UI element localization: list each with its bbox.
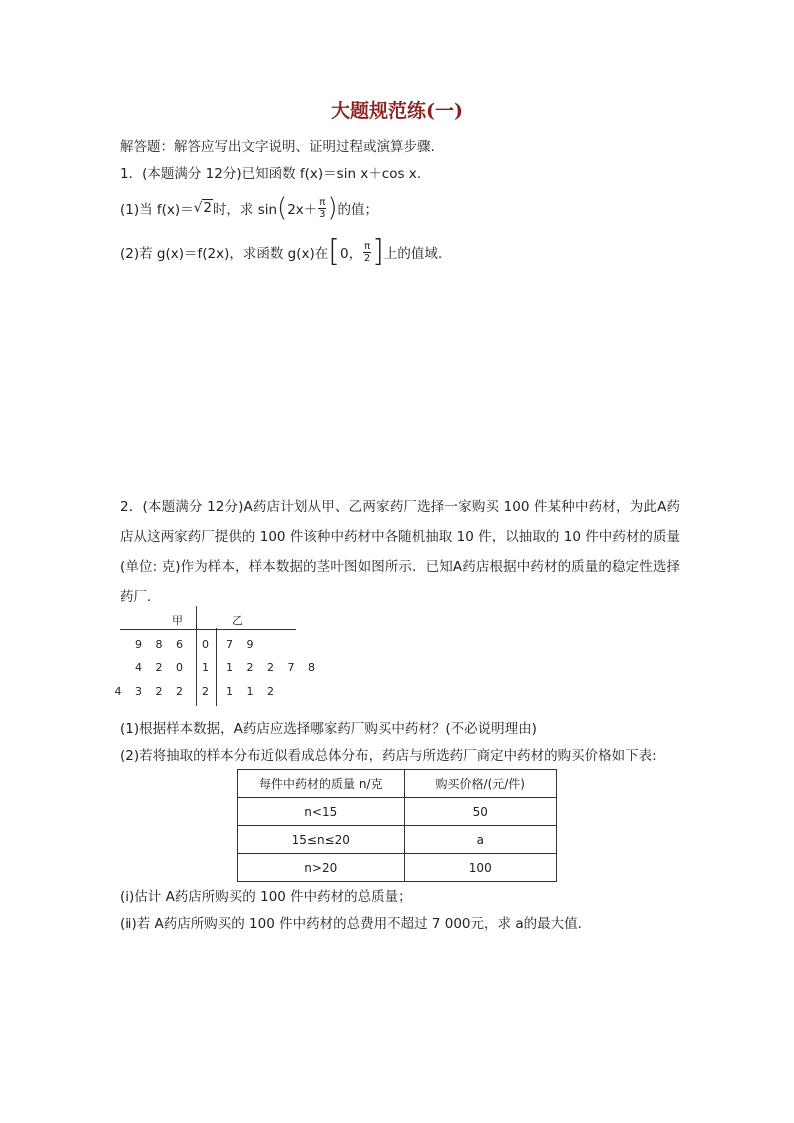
frac-denominator: 2 [363, 252, 371, 264]
table-cell: a [404, 826, 556, 854]
table-cell: n<15 [238, 798, 405, 826]
q1-part1-expr: 2x＋ [287, 202, 318, 218]
table-header-row [238, 770, 557, 798]
q1-part1-mid: 时，求 sin [212, 202, 278, 218]
q2-part1: (1)根据样本数据，A药店应选择哪家药厂购买中药材？(不必说明理由) [120, 721, 537, 737]
q1-stem: 1．(本题满分 12分)已知函数 f(x)＝sin x＋cos x. [120, 166, 422, 182]
stem-leaf-right-leaves: 7 9 [226, 638, 259, 651]
q1-part1 [120, 192, 378, 224]
stem-leaf-stem: 1 [202, 661, 209, 674]
stem-leaf-divider-horizontal [120, 629, 296, 630]
left-bracket: [ [328, 234, 340, 269]
stem-leaf-left-leaves: 4 3 2 2 [114, 685, 188, 698]
q2-sub-i: (ⅰ)估计 A药店所购买的 100 件中药材的总质量； [120, 889, 412, 905]
table-cell: 50 [404, 798, 556, 826]
q1-part2-prefix: (2)若 g(x)＝f(2x)，求函数 g(x)在 [120, 246, 329, 262]
stem-leaf-right-header: 乙 [232, 614, 243, 627]
q1-part1-sqrt-value: 2 [203, 200, 212, 216]
stem-leaf-row [114, 685, 296, 705]
fraction-pi-over-3 [318, 197, 326, 220]
sqrt-symbol: √2 [193, 200, 212, 216]
right-bracket: ] [372, 234, 384, 269]
q1-part2 [120, 236, 442, 268]
stem-leaf-stem: 2 [202, 685, 209, 698]
table-header-cell: 每件中药材的质量 n/克 [238, 770, 405, 798]
price-table [237, 769, 557, 882]
q1-part2-interval: 0， [339, 246, 363, 262]
stem-leaf-right-leaves: 1 2 2 7 8 [226, 661, 320, 674]
instruction-text: 解答题：解答应写出文字说明、证明过程或演算步骤. [120, 139, 435, 155]
q2-part2: (2)若将抽取的样本分布近似看成总体分布，药店与所选药厂商定中药材的购买价格如下表: [120, 748, 657, 764]
stem-leaf-plot [114, 606, 320, 706]
stem-leaf-left-leaves: 9 8 6 [135, 638, 188, 651]
frac-numerator: π [364, 240, 371, 252]
page-title: 大题规范练(一) [331, 100, 463, 122]
q1-part2-suffix: 上的值域. [383, 246, 443, 262]
right-paren: ) [327, 193, 338, 223]
left-paren: ( [277, 193, 288, 223]
stem-leaf-right-leaves: 1 1 2 [226, 685, 279, 698]
frac-denominator: 3 [319, 208, 326, 220]
q1-part1-prefix: (1)当 f(x)＝ [120, 202, 194, 218]
table-cell: 15≤n≤20 [238, 826, 405, 854]
table-cell: n>20 [238, 854, 405, 882]
table-row [238, 798, 557, 826]
frac-numerator: π [319, 196, 326, 208]
stem-leaf-left-leaves: 4 2 0 [135, 661, 188, 674]
table-row [238, 826, 557, 854]
q2-sub-ii: (ⅱ)若 A药店所购买的 100 件中药材的总费用不超过 7 000元，求 a的最大值. [120, 916, 582, 932]
stem-leaf-left-header: 甲 [172, 614, 183, 627]
stem-leaf-row [120, 661, 320, 681]
q1-part1-suffix: 的值； [337, 202, 378, 218]
stem-leaf-stem: 0 [202, 638, 209, 651]
stem-leaf-row [120, 638, 296, 658]
table-row [238, 854, 557, 882]
table-cell: 100 [404, 854, 556, 882]
fraction-pi-over-2 [363, 241, 371, 264]
q2-stem: 2．(本题满分 12分)A药店计划从甲、乙两家药厂选择一家购买 100 件某种中药材，为此A药店从这两家药厂提供的 100 件该种中药材中各随机抽取 10 件，以抽取的 10 件中药材的质量(单位: 克)作为样本，样本数据的茎叶图如图所示．已知A药店根据中药材的质量的稳定性选择药厂． [120, 499, 680, 605]
table-header-cell: 购买价格/(元/件) [404, 770, 556, 798]
